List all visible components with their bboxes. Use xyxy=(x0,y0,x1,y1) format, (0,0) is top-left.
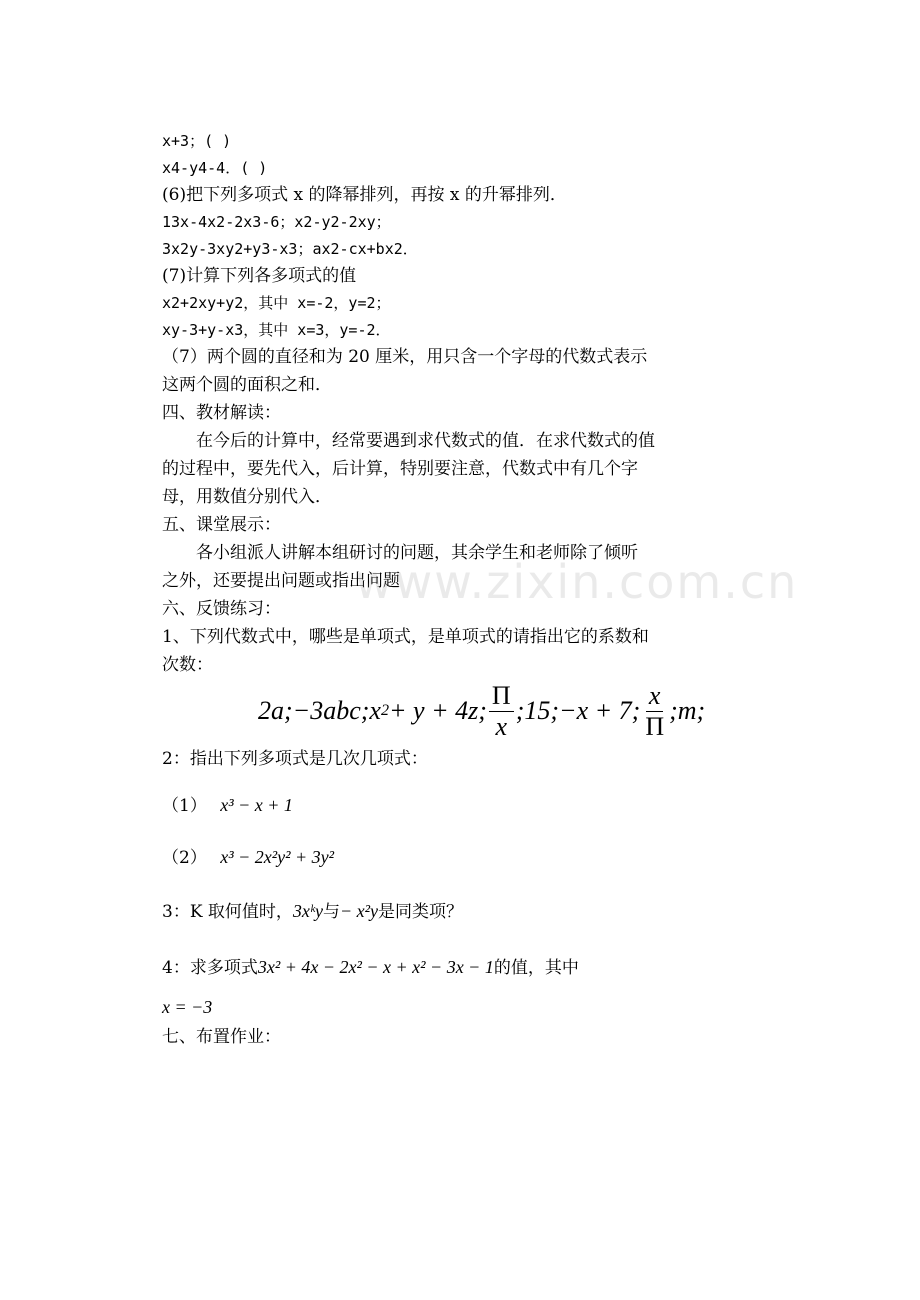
question-text: 4：求多项式 xyxy=(162,958,258,978)
fraction-denominator: Π xyxy=(645,711,665,741)
polynomial-item-2 xyxy=(162,844,334,871)
text-line: （7）两个圆的直径和为 20 厘米，用只含一个字母的代数式表示 xyxy=(162,347,648,367)
expression-formula: 3x² + 4x − 2x² − x + x² − 3x − 1 xyxy=(257,957,494,977)
text-line: (6)把下列多项式 x 的降幂排列，再按 x 的升幂排列． xyxy=(162,185,567,205)
text-line: 2：指出下列多项式是几次几项式： xyxy=(162,749,428,769)
section-heading: 六、反馈练习： xyxy=(162,599,281,619)
polynomial-formula: x³ − 2x²y² + 3y² xyxy=(220,847,335,867)
text-line: 这两个圆的面积之和． xyxy=(162,375,332,395)
like-terms-question xyxy=(162,898,463,925)
text-line: x2+2xy+y2，其中 x=-2，y=2； xyxy=(162,294,391,312)
formula-part: 2a;−3abc;x xyxy=(258,696,381,725)
text-line: 在今后的计算中，经常要遇到求代数式的值．在求代数式的值 xyxy=(196,431,655,451)
fraction-numerator: Π xyxy=(489,681,514,712)
question-text: 与 xyxy=(322,902,340,922)
fraction-x-over-pi xyxy=(642,681,667,742)
text-line: (7)计算下列各多项式的值 xyxy=(162,266,357,286)
evaluate-question xyxy=(162,954,579,981)
text-line: 次数： xyxy=(162,655,213,675)
text-line: 13x-4x2-2x3-6；x2-y2-2xy； xyxy=(162,213,391,231)
x-value-formula: x = −3 xyxy=(162,997,213,1017)
text-line: 之外，还要提出问题或指出问题 xyxy=(162,571,400,591)
term-formula: 3xᵏy xyxy=(292,901,323,921)
term-formula: − x²y xyxy=(339,901,378,921)
polynomial-item-1 xyxy=(162,792,293,819)
text-line: xy-3+y-x3，其中 x=3，y=-2． xyxy=(162,321,391,339)
text-line: x+3；( ) xyxy=(162,132,232,150)
watermark: www.zixin.com.cn xyxy=(355,555,799,609)
section-heading: 四、教材解读： xyxy=(162,403,281,423)
question-text: 是同类项？ xyxy=(378,902,463,922)
formula-part: ;15;−x + 7; xyxy=(515,696,641,725)
text-line: x4-y4-4．( ) xyxy=(162,159,268,177)
item-label: （2） xyxy=(162,848,207,868)
question-text: 的值，其中 xyxy=(493,958,579,978)
fraction-pi-over-x xyxy=(489,681,514,742)
section-heading: 七、布置作业： xyxy=(162,1027,281,1047)
monomial-formula: 2a;−3abc;x 2 + y + 4z; $\frac{\Pi}{x}$ ;15;−x + 7; $\frac{x}{\Pi}$ ;m; xyxy=(258,680,706,741)
formula-part: ;m; xyxy=(669,696,706,725)
text-line: 母，用数值分别代入． xyxy=(162,487,332,507)
polynomial-formula: x³ − x + 1 xyxy=(220,795,293,815)
question-text: 3：K 取何值时， xyxy=(162,902,293,922)
item-label: （1） xyxy=(162,796,207,816)
text-line: 各小组派人讲解本组研讨的问题，其余学生和老师除了倾听 xyxy=(196,543,638,563)
text-line: 1、下列代数式中，哪些是单项式，是单项式的请指出它的系数和 xyxy=(162,627,649,647)
fraction-denominator: x xyxy=(495,711,508,741)
fraction-numerator: x xyxy=(646,681,664,712)
text-line: 的过程中，要先代入，后计算，特别要注意，代数式中有几个字 xyxy=(162,459,638,479)
formula-part: + y + 4z; xyxy=(389,696,487,725)
section-heading: 五、课堂展示： xyxy=(162,515,281,535)
text-line: 3x2y-3xy2+y3-x3；ax2-cx+bx2． xyxy=(162,240,418,258)
